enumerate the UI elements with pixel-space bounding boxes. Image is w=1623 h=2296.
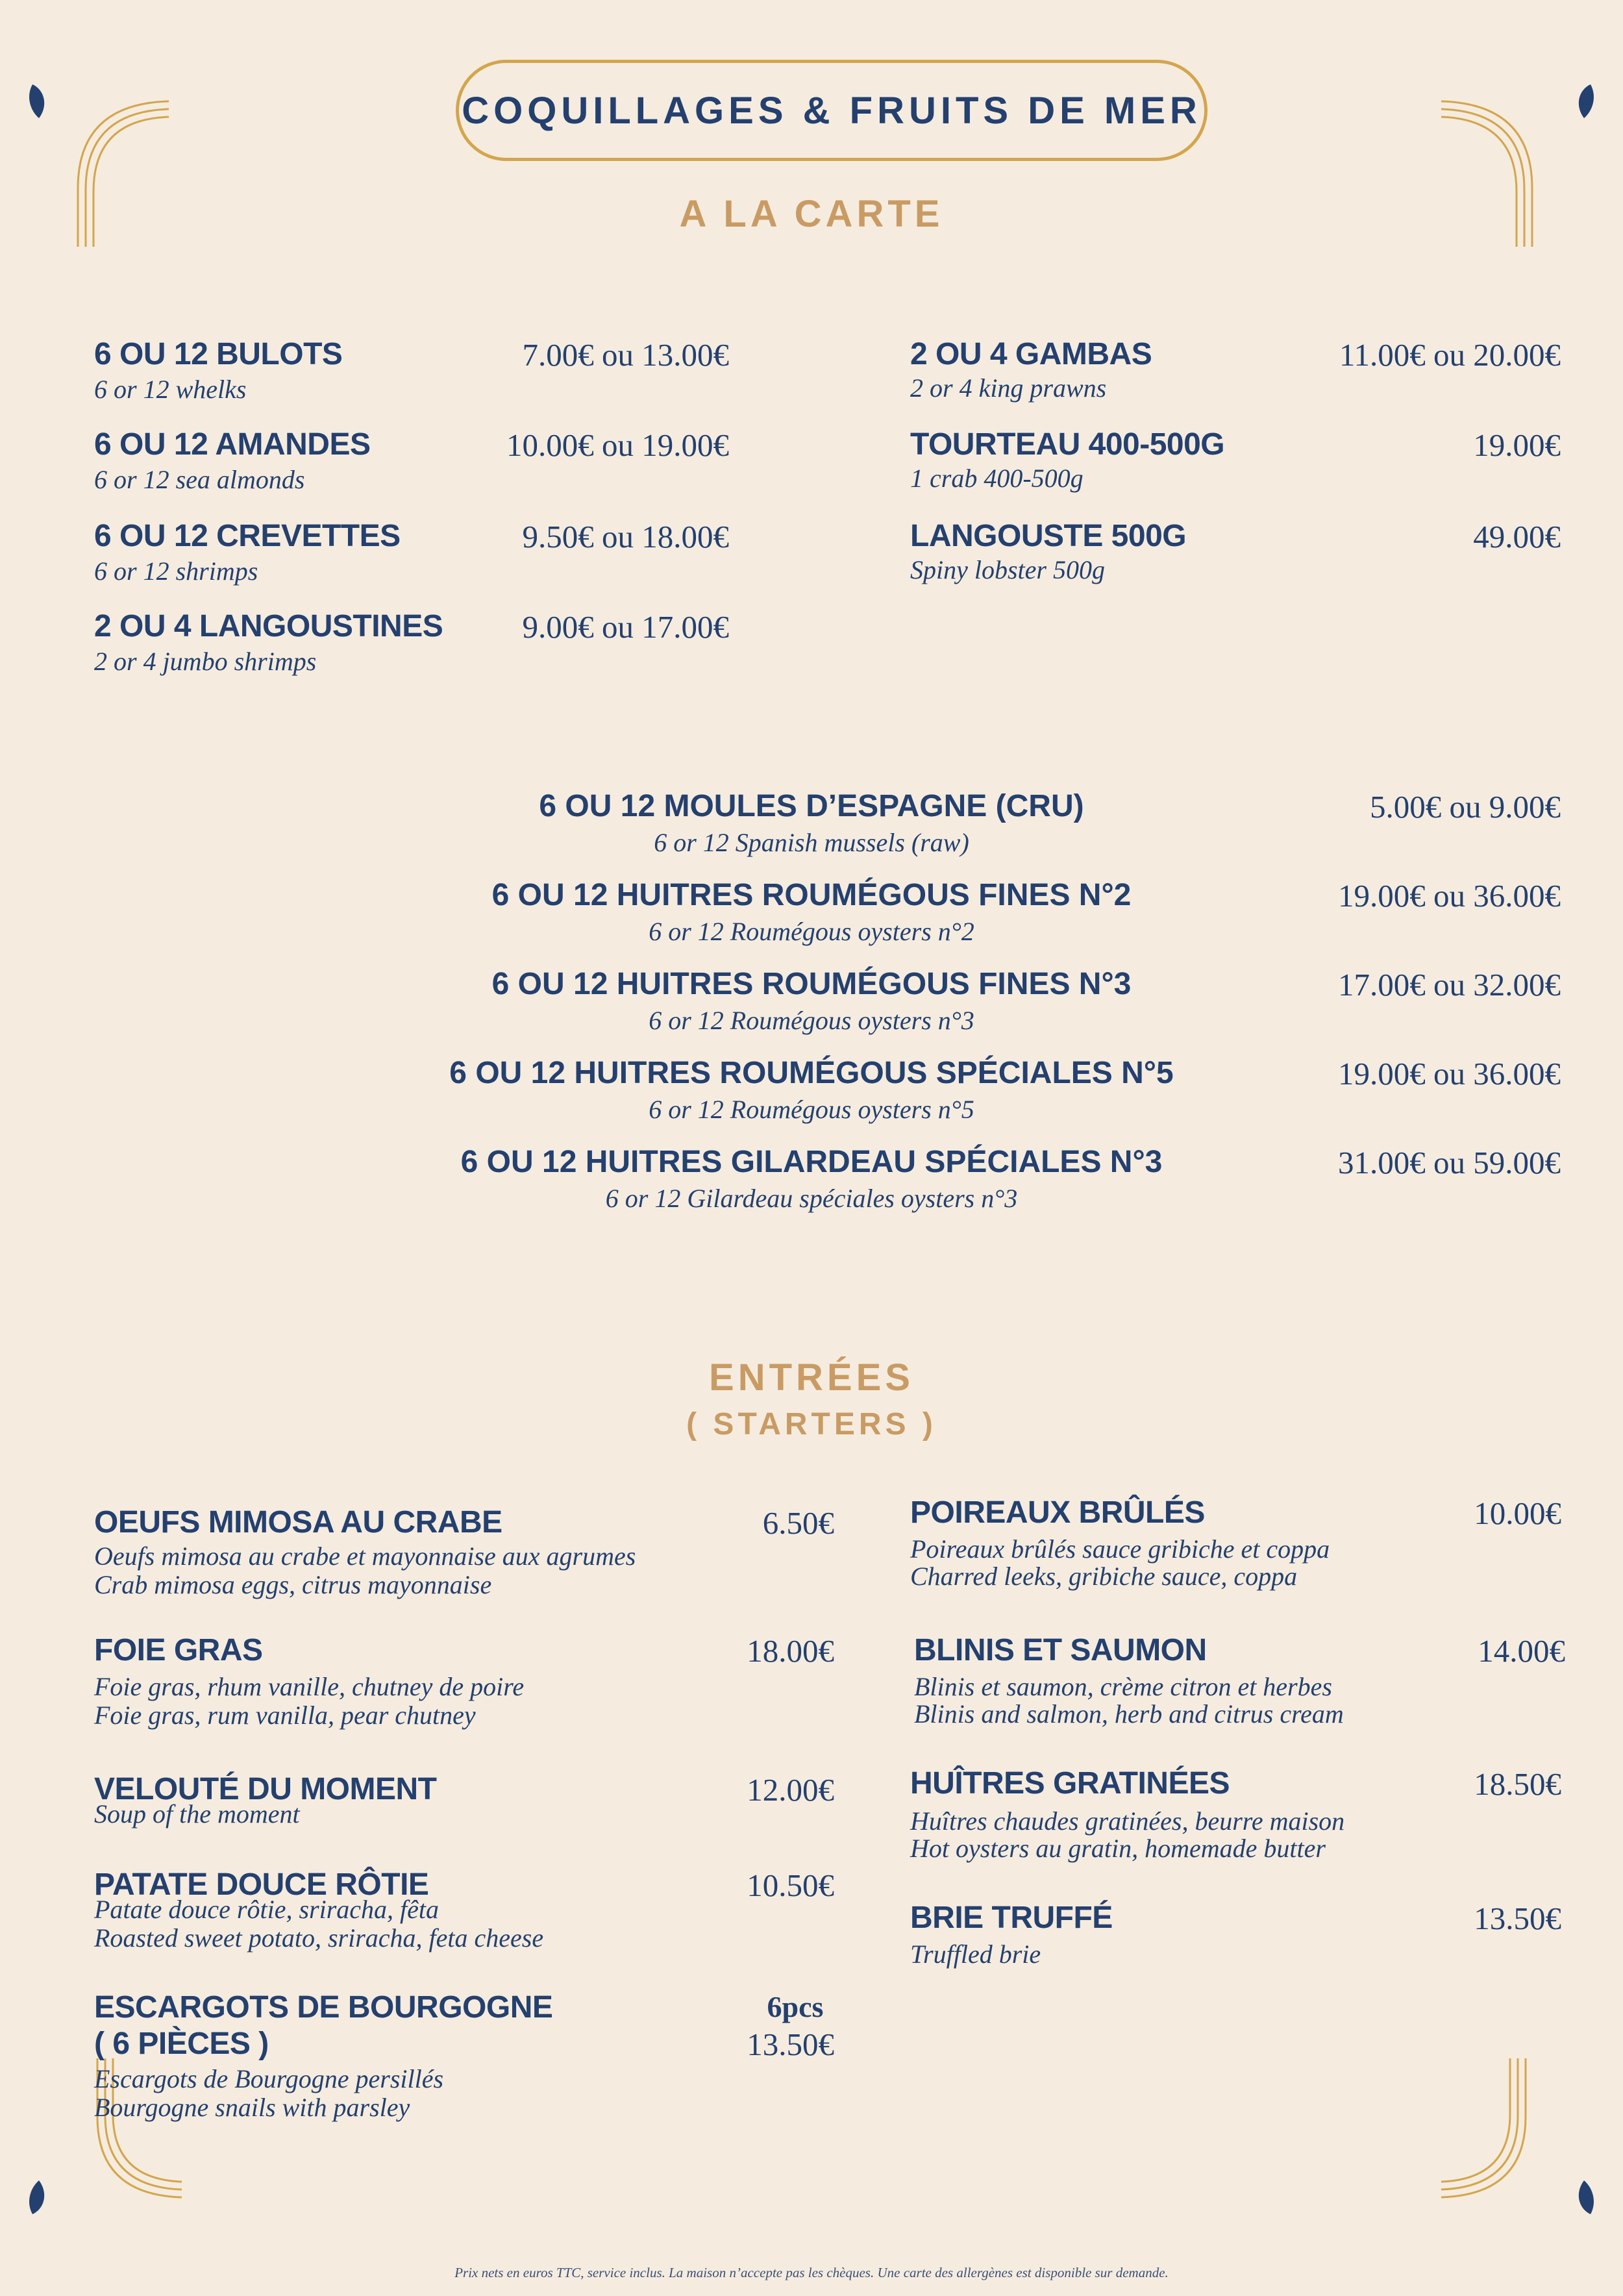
item-name: 6 OU 12 MOULES D’ESPAGNE (CRU) xyxy=(539,789,1084,823)
starters-subheading: ( STARTERS ) xyxy=(686,1407,937,1441)
item-description: 1 crab 400-500g xyxy=(910,464,1084,493)
item-price: 14.00€ xyxy=(1478,1633,1565,1669)
corner-ornament-bottom-right xyxy=(1435,2058,1610,2227)
item-quantity: 6pcs xyxy=(767,1990,824,2023)
item-name: 6 OU 12 AMANDES xyxy=(94,427,371,462)
item-name: HUÎTRES GRATINÉES xyxy=(910,1766,1230,1801)
list-item xyxy=(94,518,729,590)
item-description: Truffled brie xyxy=(910,1940,1041,1969)
item-name: POIREAUX BRÛLÉS xyxy=(910,1495,1205,1530)
a-la-carte-heading: A LA CARTE xyxy=(679,193,944,235)
item-name: 6 OU 12 HUITRES ROUMÉGOUS SPÉCIALES N°5 xyxy=(449,1056,1174,1090)
item-description: 6 or 12 Roumégous oysters n°2 xyxy=(649,917,974,946)
item-price: 13.50€ xyxy=(1474,1901,1561,1936)
item-name: 6 OU 12 HUITRES ROUMÉGOUS FINES N°3 xyxy=(491,967,1132,1001)
item-description: 2 or 4 king prawns xyxy=(910,373,1107,403)
item-name: 6 OU 12 CREVETTES xyxy=(94,519,401,553)
item-description-en: Hot oysters au gratin, homemade butter xyxy=(910,1834,1326,1863)
item-description: 6 or 12 Gilardeau spéciales oysters n°3 xyxy=(605,1184,1018,1213)
list-item xyxy=(94,1504,834,1608)
starters-heading: ENTRÉES xyxy=(709,1356,914,1399)
item-price: 5.00€ ou 9.00€ xyxy=(1370,789,1561,825)
item-description: 6 or 12 Roumégous oysters n°3 xyxy=(649,1006,974,1035)
list-item xyxy=(422,1055,1201,1130)
item-name: PATATE DOUCE RÔTIE xyxy=(94,1867,429,1902)
item-name: BLINIS ET SAUMON xyxy=(914,1633,1207,1667)
list-item xyxy=(910,336,1561,408)
item-name: OEUFS MIMOSA AU CRABE xyxy=(94,1505,502,1540)
item-description: 6 or 12 whelks xyxy=(94,375,247,404)
menu-title-frame xyxy=(456,60,1208,161)
item-name: 2 OU 4 LANGOUSTINES xyxy=(94,609,443,643)
item-name: LANGOUSTE 500G xyxy=(910,519,1187,553)
list-item xyxy=(422,966,1201,1041)
item-description: Spiny lobster 500g xyxy=(910,555,1105,584)
list-item xyxy=(910,1900,1561,1971)
item-price: 12.00€ xyxy=(747,1772,834,1808)
item-price: 10.00€ xyxy=(1474,1495,1561,1531)
item-price: 31.00€ ou 59.00€ xyxy=(1338,1145,1561,1180)
item-description: Escargots de Bourgogne persillés xyxy=(94,2064,444,2093)
item-name: BRIE TRUFFÉ xyxy=(910,1901,1113,1935)
item-price: 17.00€ ou 32.00€ xyxy=(1338,967,1561,1003)
item-description: Huîtres chaudes gratinées, beurre maison xyxy=(910,1806,1345,1836)
item-description: 2 or 4 jumbo shrimps xyxy=(94,647,317,676)
item-description-en: Blinis and salmon, herb and citrus cream xyxy=(914,1699,1344,1728)
list-item xyxy=(94,1990,834,2132)
item-price: 18.00€ xyxy=(747,1633,834,1669)
list-item xyxy=(94,1632,834,1736)
list-item xyxy=(910,427,1561,498)
item-description: Blinis et saumon, crème citron et herbes xyxy=(914,1672,1332,1701)
item-price: 10.50€ xyxy=(747,1867,834,1903)
item-price: 19.00€ xyxy=(1473,427,1561,463)
item-name: 2 OU 4 GAMBAS xyxy=(910,337,1152,371)
item-price: 18.50€ xyxy=(1474,1766,1561,1802)
list-item xyxy=(94,427,729,498)
list-item xyxy=(422,1144,1201,1219)
list-item xyxy=(914,1632,1565,1736)
item-name: 6 OU 12 HUITRES GILARDEAU SPÉCIALES N°3 xyxy=(460,1145,1163,1179)
item-price: 11.00€ ou 20.00€ xyxy=(1339,337,1561,373)
list-item xyxy=(910,1495,1561,1599)
item-description: Poireaux brûlés sauce gribiche et coppa xyxy=(910,1534,1330,1564)
item-price: 13.50€ xyxy=(747,2027,834,2062)
item-description-en: Bourgogne snails with parsley xyxy=(94,2093,410,2122)
list-item xyxy=(910,1766,1561,1869)
item-description: 6 or 12 shrimps xyxy=(94,556,258,586)
item-description: Oeufs mimosa au crabe et mayonnaise aux agrumes xyxy=(94,1541,636,1571)
item-price: 49.00€ xyxy=(1473,519,1561,555)
item-description: 6 or 12 sea almonds xyxy=(94,465,305,494)
item-description: 6 or 12 Roumégous oysters n°5 xyxy=(649,1095,974,1124)
item-price: 9.00€ ou 17.00€ xyxy=(522,609,729,645)
list-item xyxy=(94,608,729,680)
item-price: 19.00€ ou 36.00€ xyxy=(1338,1056,1561,1092)
list-item xyxy=(910,518,1561,590)
item-name: TOURTEAU 400-500G xyxy=(910,427,1225,462)
item-description: Foie gras, rhum vanille, chutney de poire xyxy=(94,1672,525,1701)
item-description-en: Roasted sweet potato, sriracha, feta cheese xyxy=(94,1923,544,1953)
item-description-en: Foie gras, rum vanilla, pear chutney xyxy=(94,1701,476,1730)
item-price: 7.00€ ou 13.00€ xyxy=(522,337,729,373)
item-price: 19.00€ ou 36.00€ xyxy=(1338,878,1561,914)
list-item xyxy=(422,788,1201,863)
item-description: 6 or 12 Spanish mussels (raw) xyxy=(654,828,969,857)
footer-note: Prix nets en euros TTC, service inclus. La maison n’accepte pas les chèques. Une carte des allergènes est disponible sur demande. xyxy=(454,2265,1169,2280)
item-name-line2: ( 6 PIÈCES ) xyxy=(94,2027,269,2061)
list-item xyxy=(94,336,729,408)
item-description: Soup of the moment xyxy=(94,1799,300,1828)
list-item xyxy=(422,877,1201,952)
item-name: 6 OU 12 HUITRES ROUMÉGOUS FINES N°2 xyxy=(491,878,1132,912)
item-name: VELOUTÉ DU MOMENT xyxy=(94,1772,437,1806)
item-description-en: Crab mimosa eggs, citrus mayonnaise xyxy=(94,1570,492,1599)
item-price: 9.50€ ou 18.00€ xyxy=(522,519,729,555)
item-description-en: Charred leeks, gribiche sauce, coppa xyxy=(910,1562,1298,1591)
item-price: 10.00€ ou 19.00€ xyxy=(506,427,729,463)
list-item xyxy=(94,1867,834,1971)
item-name: ESCARGOTS DE BOURGOGNE xyxy=(94,1990,553,2025)
item-name: 6 OU 12 BULOTS xyxy=(94,337,343,371)
item-description: Patate douce rôtie, sriracha, fêta xyxy=(94,1895,440,1924)
item-price: 6.50€ xyxy=(762,1505,834,1541)
item-name: FOIE GRAS xyxy=(94,1633,263,1667)
list-item xyxy=(94,1771,834,1843)
menu-title: COQUILLAGES & FRUITS DE MER xyxy=(462,89,1202,132)
